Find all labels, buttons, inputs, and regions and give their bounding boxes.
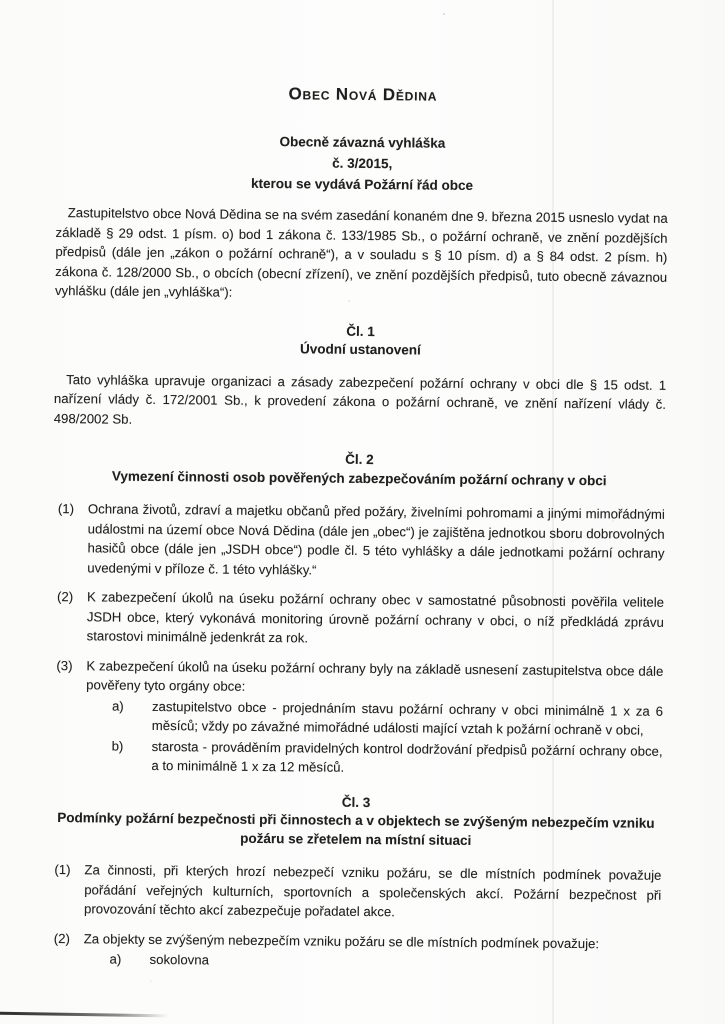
scan-speckle [443, 13, 445, 15]
article-1-number: Čl. 1 [346, 323, 375, 339]
item-body [85, 656, 663, 781]
article-1-heading [54, 319, 666, 362]
subitem-text: zastupitelstvo obce - projednáním stavu požární ochrany v obci minimálně 1 x za 6 měsíců; vždy po závažné mimořádné události mající vztah k požární ochraně v obci, [151, 698, 664, 738]
article-1-title: Úvodní ustanovení [299, 341, 421, 358]
decree-subtitle [56, 129, 669, 198]
item-text: K zabezpečení úkolů na úseku požární ochrany obec v samostatné působnosti pověřila velitele JSDH obce, který vykonává monitoring úrovně požární ochrany v obci, o níž předkládá zprávu starostovi minimálně jedenkrát za rok. [86, 589, 665, 646]
subtitle-line-1: Obecně závazná vyhláška [279, 134, 446, 151]
article-3-heading [50, 790, 663, 851]
subtitle-line-2: č. 3/2015, [332, 155, 393, 172]
article-1-paragraph: Tato vyhláška upravuje organizaci a zásady zabezpečení požární ochrany v obci dle § 15 odst. 1 nařízení vlády č. 172/2001 Sb., k provedení zákona o požární ochraně, ve znění nařízení vlády č. 498/2002 Sb. [53, 371, 667, 427]
item-text: Ochrana životů, zdraví a majetku občanů před požáry, živelními pohromami a jinými mimořádnými událostmi na území obce Nová Dědina (dále jen „obec“) je zajištěna jednotkou sboru dobrovolných hasičů obce (dále jen „JSDH obce“) podle čl. 5 této vyhlášky a dále jednotkami požární ochrany uvedenými v příloze č. 1 této vyhlášky.“ [87, 501, 665, 578]
article-2-item-3-subitem-b [111, 736, 662, 780]
article-2-number: Čl. 2 [345, 451, 374, 468]
article-2-item-1 [52, 499, 665, 583]
item-body [83, 929, 660, 975]
item-text: Za objekty se zvýšeným nebezpečím vzniku požáru se dle místních podmínek považuje: [83, 930, 600, 951]
article-1 [54, 319, 667, 433]
item-marker: (1) [57, 501, 75, 517]
article-2-heading [53, 448, 665, 491]
article-2 [50, 448, 665, 780]
item-body [87, 499, 665, 583]
article-3-number: Čl. 3 [341, 794, 371, 810]
scan-speckle [150, 980, 152, 982]
article-3-item-2-subitem-a [109, 950, 660, 975]
document-content [48, 82, 668, 974]
preamble-paragraph: Zastupitelstvo obce Nová Dědina se na svém zasedání konaném dne 9. března 2015 usneslo vydat na základě § 29 odst. 1 písm. o) bod 1 zákona č. 133/1985 Sb., o požární ochraně, ve znění pozdějších předpisů (dále jen „zákon o požární ochraně“), a v souladu s § 10 písm. d) a § 84 odst. 2 písm. h) zákona č. 128/2000 Sb., o obcích (obecní zřízení), ve znění pozdějších předpisů, tuto obecně závaznou vyhlášku (dále jen „vyhláška“): [54, 205, 668, 300]
article-3-title: Podmínky požární bezpečnosti při činnostech a v objektech se zvýšeným nebezpečím vzniku požáru se zřetelem na místní situaci [57, 810, 655, 848]
article-2-item-2 [52, 587, 665, 651]
scan-artifact-bottom-line [0, 1012, 169, 1018]
article-2-title: Vymezení činnosti osob pověřených zabezpečováním požární ochrany v obci [111, 468, 607, 488]
item-marker: (2) [56, 589, 74, 605]
article-3 [48, 790, 662, 974]
item-marker: (1) [54, 862, 71, 878]
article-3-item-2 [48, 928, 660, 974]
item-text: K zabezpečení úkolů na úseku požární ochrany byly na základě usnesení zastupitelstva obce dále pověřeny tyto orgány obce: [86, 657, 664, 694]
article-2-item-3 [50, 655, 663, 780]
article-2-item-3-subitem-a [112, 696, 663, 740]
municipality-title: Obec Nová Dědina [288, 84, 438, 105]
item-marker: (3) [56, 657, 73, 673]
article-3-item-1 [49, 860, 662, 924]
subitem-text: sokolovna [149, 951, 210, 968]
subitem-marker: a) [111, 698, 124, 714]
item-body [84, 860, 662, 924]
item-body [87, 587, 665, 651]
subitem-marker: a) [109, 951, 122, 967]
item-marker: (2) [53, 930, 70, 946]
subtitle-line-3: kterou se vydává Požární řád obce [250, 175, 474, 193]
subitem-text: starosta - prováděním pravidelných kontrol dodržování předpisů požární ochrany obce, a to minimálně 1 x za 12 měsíců. [151, 738, 663, 775]
item-text: Za činnosti, při kterých hrozí nebezpečí vzniku požáru, se dle místních podmínek považuje pořádání veřejných kulturních, sportovních a společenských akcí. Požární bezpečnost při provozování těchto akcí zabezpečuje pořadatel akce. [83, 862, 662, 920]
subitem-marker: b) [111, 738, 124, 754]
